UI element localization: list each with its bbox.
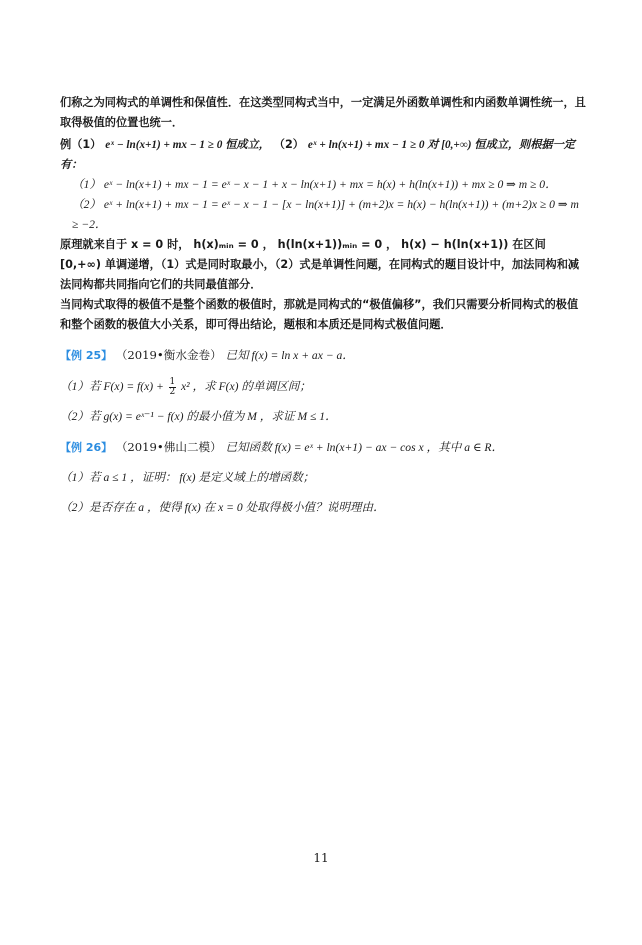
example-mid: （2） <box>273 138 304 151</box>
example-25-q1-suffix: x² ，求 F(x) 的单调区间； <box>180 380 311 393</box>
example-condition-1: eˣ − ln(x+1) + mx − 1 ≥ 0 恒成立， <box>105 139 270 151</box>
example-25-tag: 【例 25】 <box>60 349 113 362</box>
example-26-text: 已知函数 f(x) = eˣ + ln(x+1) − ax − cos x ，其中 a ∈ R． <box>225 441 504 454</box>
example-26-stem <box>60 437 588 458</box>
fraction-one-half <box>169 378 177 397</box>
example-25-question-2: （2）若 g(x) = eˣ⁻¹ − f(x) 的最小值为 M ，求证 M ≤ 1． <box>60 410 337 423</box>
derivation-line-2: （2） eˣ + ln(x+1) + mx − 1 = eˣ − x − 1 − [x − ln(x+1)] + (m+2)x = h(x) − h(ln(x+1)) + (m+2)x ≥ 0 ⇒ m ≥ −2． <box>72 198 579 231</box>
example-26-question-2: （2）是否存在 a ，使得 f(x) 在 x = 0 处取得极小值？说明理由． <box>60 501 385 514</box>
example-condition <box>60 135 588 175</box>
example-25-text: 已知 f(x) = ln x + ax − a． <box>225 349 354 362</box>
example-25-q1-prefix: （1）若 F(x) = f(x) + <box>60 380 164 393</box>
paragraph-intro: 们称之为同构式的单调性和保值性．在这类型同构式当中，一定满足外函数单调性和内函数单调性统一，且取得极值的位置也统一． <box>60 96 586 129</box>
example-26-question-1: （1）若 a ≤ 1 ，证明： f(x) 是定义域上的增函数； <box>60 471 315 484</box>
example-label: 例（1） <box>60 138 102 151</box>
page-number: 11 <box>313 851 329 865</box>
paragraph-principle: 原理就来自于 x = 0 时， h(x)ₘᵢₙ = 0 ， h(ln(x+1))ₘᵢₙ = 0 ， h(x) − h(ln(x+1)) 在区间 [0,+∞) 单调递增，（1）式是同时取最小，（2）式是单调性问题，在同构式的题目设计中，加法同构和减法同构都共同指向它们的共同最值部分． <box>60 238 580 291</box>
example-26-tag: 【例 26】 <box>60 441 113 454</box>
example-25-question-1 <box>60 376 588 397</box>
example-25-source: （2019•衡水金卷） <box>115 348 222 362</box>
fraction-numerator: 1 <box>169 376 176 387</box>
fraction-denominator: 2 <box>169 386 176 397</box>
example-26-source: （2019•佛山二模） <box>115 440 222 454</box>
derivation-line-1: （1） eˣ − ln(x+1) + mx − 1 = eˣ − x − 1 + x − ln(x+1) + mx = h(x) + h(ln(x+1)) + mx ≥ 0 ⇒ m ≥ 0． <box>72 178 557 191</box>
paragraph-extreme-shift: 当同构式取得的极值不是整个函数的极值时，那就是同构式的“极值偏移”，我们只需要分析同构式的极值和整个函数的极值大小关系，即可得出结论，题根和本质还是同构式极值问题． <box>60 298 579 331</box>
example-25-stem <box>60 345 588 366</box>
document-body <box>60 93 588 518</box>
example-condition-2: eˣ + ln(x+1) + mx − 1 ≥ 0 对 [0,+∞) 恒成立，则根据一定有： <box>60 139 575 171</box>
